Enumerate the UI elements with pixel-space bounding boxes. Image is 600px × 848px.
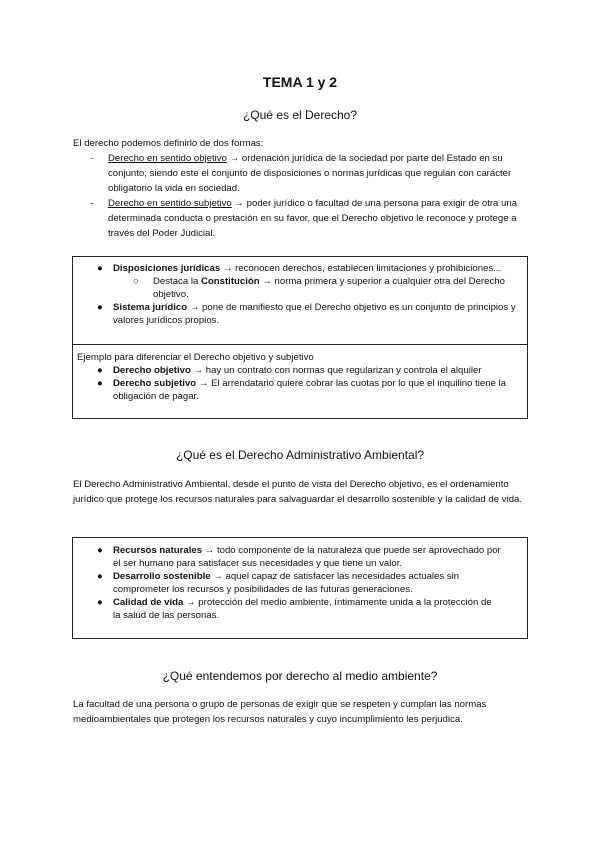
- term: Disposiciones jurídicas: [113, 263, 221, 274]
- definition: → hay un contrato con normas que regularizan y controla el alquiler: [190, 365, 482, 376]
- definition: → aquel capaz de satisfacer las necesidades actuales sin comprometer los recursos y posibilidades de las futuras generaciones.: [113, 571, 460, 595]
- term: Derecho subjetivo: [113, 378, 197, 389]
- term: Recursos naturales: [113, 545, 203, 556]
- section-intro: El derecho podemos definirlo de dos formas:: [73, 138, 264, 149]
- list-item: [73, 596, 527, 622]
- definition: → ordenación jurídica de la sociedad por parte del Estado en su conjunto, siendo este el conjunto de disposiciones o normas jurídicas que regulan con carácter obligatorio la vida en sociedad.: [108, 153, 512, 194]
- term: Sistema jurídico: [113, 302, 188, 313]
- box-section-example: [73, 345, 527, 403]
- term: Desarrollo sostenible: [113, 571, 211, 582]
- definition: → El arrendatario quiere cobrar las cuotas por lo que el inquilino tiene la obligación de pagar.: [113, 378, 507, 402]
- dash-bullet-icon: -: [90, 153, 94, 164]
- box-section-concepts: [73, 257, 527, 345]
- list-item: [73, 262, 527, 275]
- definition-list: [90, 151, 530, 241]
- list-item: [73, 544, 527, 570]
- list-item: [73, 364, 527, 377]
- list-item: [73, 377, 527, 403]
- list-item: [73, 570, 527, 596]
- definition: → norma primera y superior a cualquier otra del Derecho objetivo.: [153, 276, 505, 300]
- bullet-icon: ●: [97, 597, 103, 608]
- bullet-icon: ●: [97, 263, 103, 274]
- section-heading-administrativo: ¿Qué es el Derecho Administrativo Ambiental?: [175, 448, 425, 462]
- example-label: Ejemplo para diferenciar el Derecho objetivo y subjetivo: [77, 352, 314, 363]
- definition: → poder jurídico o facultad de una persona para exigir de otra una determinada conducta o prestación en su favor, que el Derecho objetivo le reconoce y protege a través del Poder Judicial.: [108, 198, 518, 239]
- term: Calidad de vida: [113, 597, 184, 608]
- summary-box-derecho: [72, 256, 528, 419]
- term: Derecho en sentido objetivo: [108, 153, 227, 164]
- definition: → pone de manifiesto que el Derecho objetivo es un conjunto de principios y valores jurídicos propios.: [113, 302, 516, 326]
- term: Derecho objetivo: [113, 365, 191, 376]
- section-heading-derecho: ¿Qué es el Derecho?: [242, 108, 358, 122]
- definition: → protección del medio ambiente, íntimamente unida a la protección de la salud de las personas.: [113, 597, 492, 621]
- box-section-concepts: [73, 538, 527, 622]
- list-item: [90, 196, 530, 241]
- bullet-icon: ●: [97, 378, 103, 389]
- circle-bullet-icon: ○: [133, 276, 139, 287]
- section-body: La facultad de una persona o grupo de personas de exigir que se respeten y cumplan las normas medioambientales que protegen los recursos naturales y cuyo incumplimiento les perjudica.: [73, 699, 487, 725]
- page-title: TEMA 1 y 2: [262, 74, 338, 90]
- definition: → todo componente de la naturaleza que puede ser aprovechado por el ser humano para satisfacer sus necesidades y que tiene un valor.: [113, 545, 501, 569]
- bullet-icon: ●: [97, 545, 103, 556]
- dash-bullet-icon: -: [90, 198, 94, 209]
- section-body: El Derecho Administrativo Ambiental, desde el punto de vista del Derecho objetivo, es el ordenamiento jurídico que protege los recursos naturales para salvaguardar el desarrollo sostenible y la calidad de vida.: [73, 479, 523, 505]
- list-item: [73, 301, 527, 327]
- bullet-icon: ●: [97, 571, 103, 582]
- list-item: [90, 151, 530, 196]
- definition: → reconocen derechos, establecen limitaciones y prohibiciones...: [220, 263, 502, 274]
- sub-list-item: ○ Destaca la Constitución → norma primera y superior a cualquier otra del Derecho objetivo.: [133, 276, 505, 300]
- term: Derecho en sentido subjetivo: [108, 198, 232, 209]
- term: Constitución: [201, 276, 260, 287]
- bullet-icon: ●: [97, 365, 103, 376]
- bullet-icon: ●: [97, 302, 103, 313]
- section-heading-medio-ambiente: ¿Qué entendemos por derecho al medio ambiente?: [162, 669, 438, 683]
- summary-box-ambiental: [72, 537, 528, 639]
